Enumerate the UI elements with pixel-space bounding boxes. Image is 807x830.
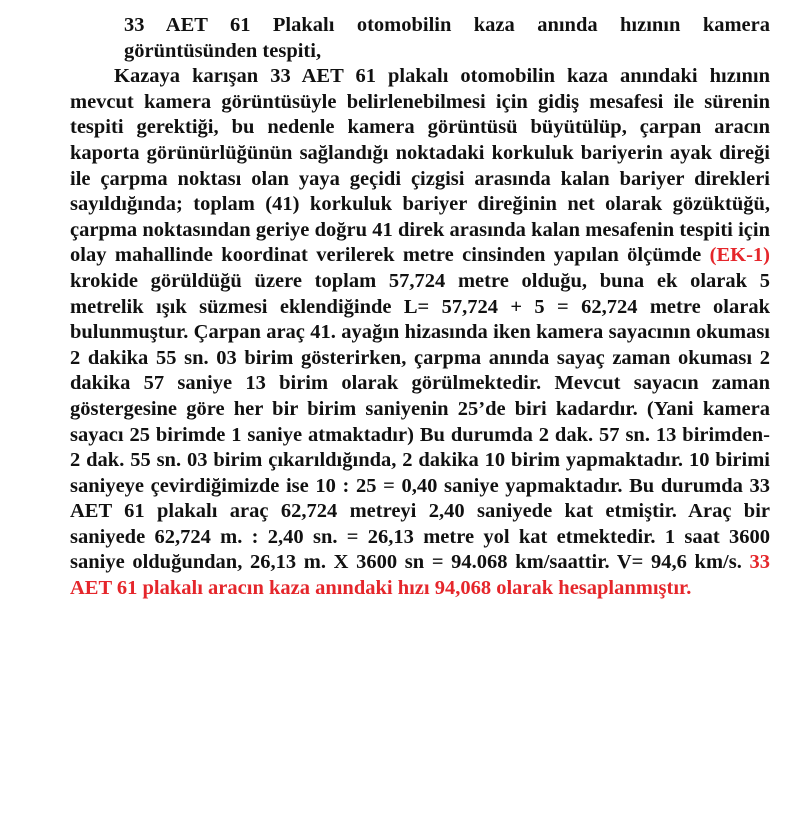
body-text-part-1: Kazaya karışan 33 AET 61 plakalı otomobilin kaza anındaki hızının mevcut kamera görüntüsüyle belirlenebilmesi için gidiş mesafesi ile sürenin tespiti gerektiği, bu nedenle kamera görüntüsü büyütülüp, çarpan aracın kaporta görünürlüğünün sağlandığı noktadaki korkuluk bariyerin ayak direği ile çarpma noktası olan yaya geçidi çizgisi arasında kalan bariyer direkleri sayıldığında; toplam (41) korkuluk bariyer direğinin net olarak gözüktüğü, çarpma noktasından geriye doğru 41 direk arasında kalan mesafenin tespiti için olay mahallinde koordinat verilerek metre cinsinden yapılan ölçümde	[70, 65, 770, 267]
body-text-part-2: krokide görüldüğü üzere toplam 57,724 metre olduğu, buna ek olarak 5 metrelik ışık süzmesi eklendiğinde L= 57,724 + 5 = 62,724 metre olarak bulunmuştur. Çarpan araç 41. ayağın hizasında iken kamera sayacının okuması 2 dakika 55 sn. 03 birim gösterirken, çarpma anında sayaç zaman okuması 2 dakika 57 saniye 13 birim olarak görülmektedir. Mevcut sayacın zaman göstergesine göre her bir birim saniyenin 25’de biri kadardır. (Yani kamera sayacı 25 birimde 1 saniye atmaktadır) Bu durumda 2 dak. 57 sn. 13 birimden- 2 dak. 55 sn. 03 birim çıkarıldığında, 2 dakika 10 birim yapmaktadır. 10 birimi saniyeye çevirdiğimizde ise 10 : 25 = 0,40 saniye yapmaktadır. Bu durumda 33 AET 61 plakalı araç 62,724 metreyi 2,40 saniyede kat etmiştir. Araç bir saniyede 62,724 m. : 2,40 sn. = 26,13 metre yol kat etmektedir. 1 saat 3600 saniye olduğundan, 26,13 m. X 3600 sn = 94.068 km/saattir. V= 94,6 km/s.	[70, 269, 770, 574]
section-heading: 33 AET 61 Plakalı otomobilin kaza anında hızının kamera görüntüsünden tespiti,	[124, 14, 770, 62]
body-paragraph	[70, 64, 770, 601]
document-page	[70, 13, 770, 602]
conclusion-text: 33 AET 61 plakalı aracın kaza anındaki hızı 94,068 olarak hesaplanmıştır.	[70, 551, 770, 600]
ek-reference: (EK-1)	[709, 244, 770, 267]
